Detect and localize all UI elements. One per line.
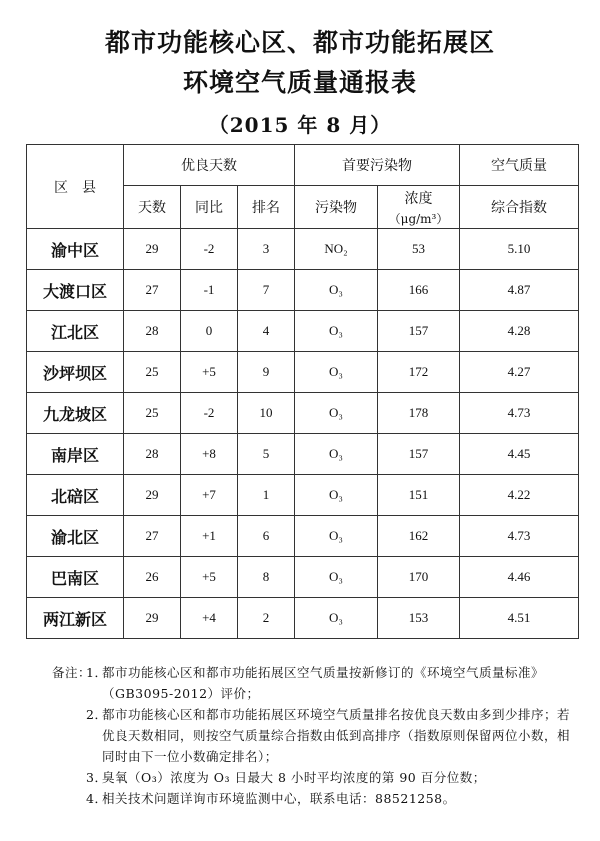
concentration-cell: 151 [378, 475, 460, 516]
yoy-cell: +4 [181, 598, 238, 639]
note-text: 都市功能核心区和都市功能拓展区空气质量按新修订的《环境空气质量标准》（GB3095-2012）评价； [102, 665, 545, 701]
rank-cell: 10 [238, 393, 295, 434]
yoy-cell: +5 [181, 352, 238, 393]
note-number: 2． [86, 707, 108, 722]
concentration-cell: 170 [378, 557, 460, 598]
header-days: 天数 [124, 186, 181, 229]
pollutant-cell: O₃ [295, 311, 378, 352]
concentration-cell: 157 [378, 434, 460, 475]
yoy-cell: 0 [181, 311, 238, 352]
yoy-cell: -1 [181, 270, 238, 311]
pollutant-cell: O₃ [295, 434, 378, 475]
days-cell: 29 [124, 475, 181, 516]
days-cell: 27 [124, 516, 181, 557]
aqi-index-cell: 5.10 [460, 229, 579, 270]
pollutant-cell: O₃ [295, 475, 378, 516]
table-row [27, 352, 579, 393]
header-rank: 排名 [238, 186, 295, 229]
rank-cell: 7 [238, 270, 295, 311]
header-primary-pollutant: 首要污染物 [295, 145, 460, 186]
report-subtitle: 环境空气质量通报表 [182, 68, 417, 97]
note-text: 臭氧（O₃）浓度为 O₃ 日最大 8 小时平均浓度的第 90 百分位数； [102, 770, 486, 785]
district-cell: 江北区 [27, 311, 124, 352]
aqi-index-cell: 4.73 [460, 393, 579, 434]
note-text: 相关技术问题详询市环境监测中心，联系电话：88521258。 [102, 791, 456, 806]
pollutant-cell: O₃ [295, 270, 378, 311]
aqi-index-cell: 4.87 [460, 270, 579, 311]
header-concentration [378, 186, 460, 229]
pollutant-cell: NO₂ [295, 229, 378, 270]
table-row [27, 598, 579, 639]
aqi-index-cell: 4.27 [460, 352, 579, 393]
days-cell: 26 [124, 557, 181, 598]
aqi-index-cell: 4.28 [460, 311, 579, 352]
district-cell: 渝北区 [27, 516, 124, 557]
header-pollutant: 污染物 [295, 186, 378, 229]
days-cell: 27 [124, 270, 181, 311]
concentration-unit: （μg/m³） [388, 211, 449, 226]
note-item [52, 767, 572, 788]
days-cell: 25 [124, 393, 181, 434]
rank-cell: 3 [238, 229, 295, 270]
table-row [27, 434, 579, 475]
district-cell: 两江新区 [27, 598, 124, 639]
header-yoy: 同比 [181, 186, 238, 229]
table-row [27, 557, 579, 598]
table-row [27, 229, 579, 270]
district-cell: 北碚区 [27, 475, 124, 516]
pollutant-cell: O₃ [295, 516, 378, 557]
notes-prefix: 备注： [52, 665, 92, 680]
note-item [52, 662, 572, 704]
table-row [27, 270, 579, 311]
concentration-cell: 153 [378, 598, 460, 639]
rank-cell: 2 [238, 598, 295, 639]
concentration-label: 浓度 [404, 190, 433, 207]
note-text: 都市功能核心区和都市功能拓展区环境空气质量排名按优良天数由多到少排序；若优良天数相同，则按空气质量综合指数由低到高排序（指数原则保留两位小数，相同时由下一位小数确定排名）； [102, 707, 571, 764]
concentration-cell: 178 [378, 393, 460, 434]
concentration-cell: 53 [378, 229, 460, 270]
header-aqi-line2: 综合指数 [460, 186, 579, 229]
district-cell: 南岸区 [27, 434, 124, 475]
rank-cell: 6 [238, 516, 295, 557]
header-district: 区 县 [27, 145, 124, 229]
note-number: 3． [86, 770, 108, 785]
district-cell: 渝中区 [27, 229, 124, 270]
rank-cell: 8 [238, 557, 295, 598]
yoy-cell: +7 [181, 475, 238, 516]
note-item [52, 704, 572, 767]
days-cell: 29 [124, 229, 181, 270]
concentration-cell: 172 [378, 352, 460, 393]
aqi-index-cell: 4.22 [460, 475, 579, 516]
notes-section [52, 662, 572, 809]
pollutant-cell: O₃ [295, 352, 378, 393]
concentration-cell: 166 [378, 270, 460, 311]
aqi-index-cell: 4.51 [460, 598, 579, 639]
concentration-cell: 157 [378, 311, 460, 352]
note-item [52, 788, 572, 809]
yoy-cell: +5 [181, 557, 238, 598]
report-period: （2015 年 8 月） [208, 113, 392, 137]
rank-cell: 5 [238, 434, 295, 475]
yoy-cell: +1 [181, 516, 238, 557]
days-cell: 28 [124, 311, 181, 352]
aqi-index-cell: 4.73 [460, 516, 579, 557]
aqi-index-cell: 4.45 [460, 434, 579, 475]
rank-cell: 4 [238, 311, 295, 352]
pollutant-cell: O₃ [295, 557, 378, 598]
aqi-index-cell: 4.46 [460, 557, 579, 598]
district-cell: 巴南区 [27, 557, 124, 598]
header-aqi-line1: 空气质量 [460, 145, 579, 186]
pollutant-cell: O₃ [295, 393, 378, 434]
days-cell: 29 [124, 598, 181, 639]
yoy-cell: -2 [181, 393, 238, 434]
district-cell: 沙坪坝区 [27, 352, 124, 393]
note-number: 4． [86, 791, 108, 806]
table-row [27, 311, 579, 352]
air-quality-table [26, 144, 579, 639]
days-cell: 25 [124, 352, 181, 393]
report-title: 都市功能核心区、都市功能拓展区 [104, 28, 495, 57]
rank-cell: 9 [238, 352, 295, 393]
note-number: 1． [86, 665, 108, 680]
yoy-cell: -2 [181, 229, 238, 270]
pollutant-cell: O₃ [295, 598, 378, 639]
district-cell: 九龙坡区 [27, 393, 124, 434]
header-row-1 [27, 145, 579, 186]
table-row [27, 475, 579, 516]
district-cell: 大渡口区 [27, 270, 124, 311]
concentration-cell: 162 [378, 516, 460, 557]
rank-cell: 1 [238, 475, 295, 516]
days-cell: 28 [124, 434, 181, 475]
table-row [27, 393, 579, 434]
yoy-cell: +8 [181, 434, 238, 475]
table-row [27, 516, 579, 557]
header-good-days: 优良天数 [124, 145, 295, 186]
